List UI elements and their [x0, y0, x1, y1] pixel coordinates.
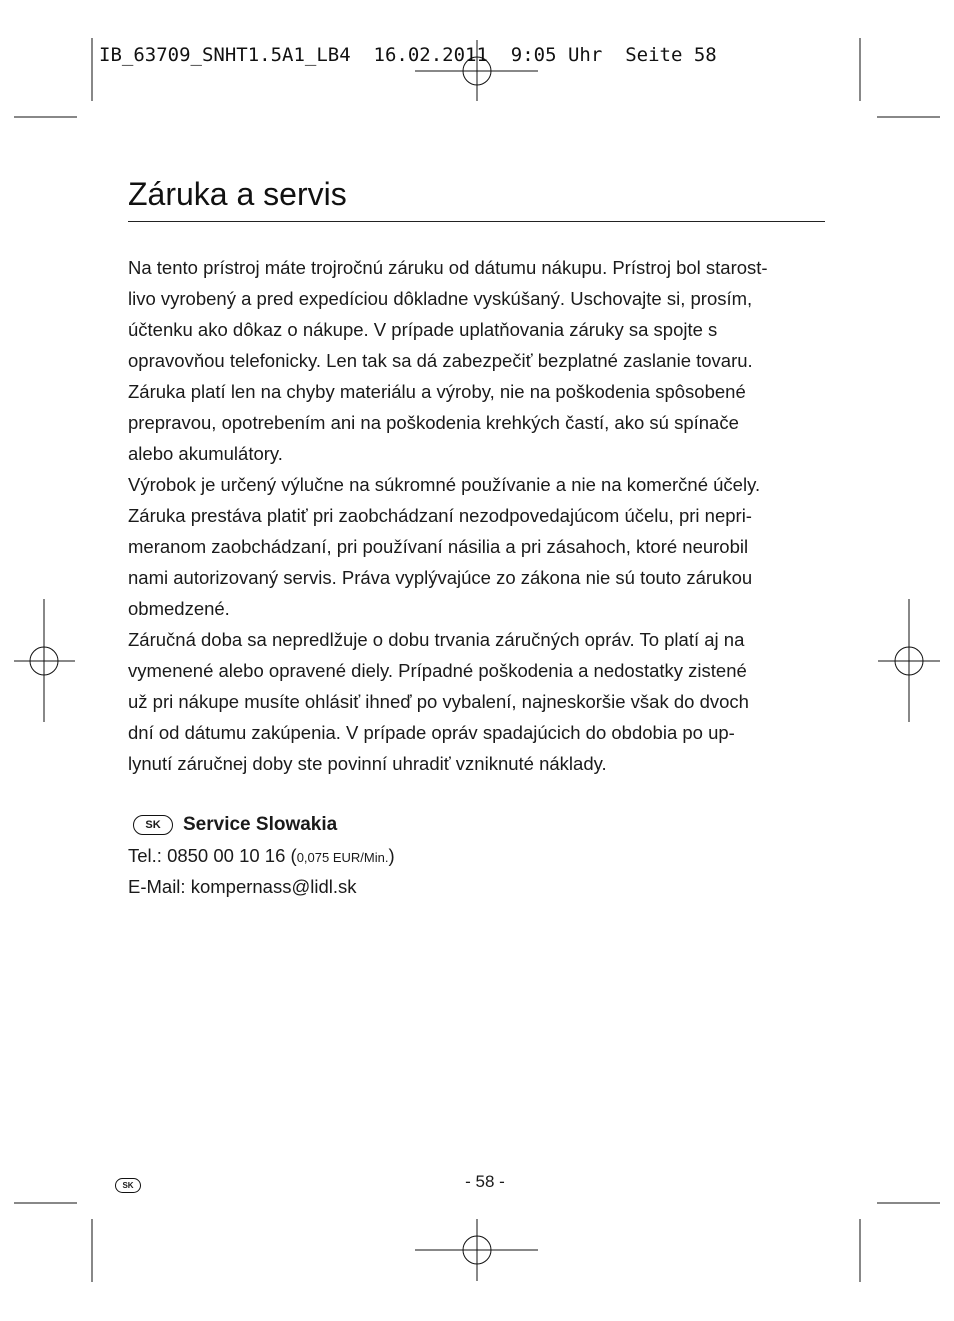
print-slug: IB_63709_SNHT1.5A1_LB4 16.02.2011 9:05 Uhr Seite 58 [99, 44, 717, 66]
body-line: Na tento prístroj máte trojročnú záruku od dátumu nákupu. Prístroj bol starost- [128, 257, 768, 278]
country-badge: SK [133, 815, 173, 835]
service-heading [128, 810, 395, 840]
warranty-text [128, 252, 825, 779]
phone-suffix: ) [388, 845, 395, 866]
registration-mark-right [878, 599, 940, 722]
body-line: prepravou, opotrebením ani na poškodenia krehkých častí, ako sú spínače [128, 412, 739, 433]
footer-country-badge: SK [115, 1178, 141, 1193]
body-line: livo vyrobený a pred expedíciou dôkladne vyskúšaný. Uschovajte si, prosím, [128, 288, 753, 309]
title-underline [128, 221, 825, 222]
body-line: Výrobok je určený výlučne na súkromné používanie a nie na komerčné účely. [128, 474, 761, 495]
body-line: vymenené alebo opravené diely. Prípadné poškodenia a nedostatky zistené [128, 660, 747, 681]
body-line: už pri nákupe musíte ohlásiť ihneď po vybalení, najneskoršie však do dvoch [128, 691, 749, 712]
email-line: E-Mail: kompernass@lidl.sk [128, 876, 357, 897]
body-line: alebo akumulátory. [128, 443, 283, 464]
service-title: Service Slowakia [183, 814, 338, 835]
body-line: Záruka platí len na chyby materiálu a výroby, nie na poškodenia spôsobené [128, 381, 746, 402]
phone-number: Tel.: 0850 00 10 16 ( [128, 845, 297, 866]
page-title: Záruka a servis [128, 176, 347, 212]
body-line: meranom zaobchádzaní, pri používaní násilia a pri zásahoch, ktoré neurobil [128, 536, 749, 557]
body-line: účtenku ako dôkaz o nákupe. V prípade uplatňovania záruky sa spojte s [128, 319, 718, 340]
registration-mark-left [14, 599, 75, 722]
registration-mark-top [415, 40, 538, 101]
service-contact [128, 810, 395, 902]
body-line: Záruka prestáva platiť pri zaobchádzaní nezodpovedajúcom účelu, pri nepri- [128, 505, 752, 526]
registration-mark-bottom [415, 1219, 538, 1281]
phone-line [128, 840, 395, 871]
body-line: dní od dátumu zakúpenia. V prípade opráv spadajúcich do obdobia po up- [128, 722, 735, 743]
body-line: obmedzené. [128, 598, 230, 619]
page-number: - 58 - [465, 1172, 505, 1191]
body-line: lynutí záručnej doby ste povinní uhradiť vzniknuté náklady. [128, 753, 607, 774]
body-line: Záručná doba sa nepredlžuje o dobu trvania záručných opráv. To platí aj na [128, 629, 745, 650]
body-line: nami autorizovaný servis. Práva vyplývajúce zo zákona nie sú touto zárukou [128, 567, 753, 588]
body-line: opravovňou telefonicky. Len tak sa dá zabezpečiť bezplatné zaslanie tovaru. [128, 350, 753, 371]
phone-rate: 0,075 EUR/Min. [296, 850, 389, 865]
